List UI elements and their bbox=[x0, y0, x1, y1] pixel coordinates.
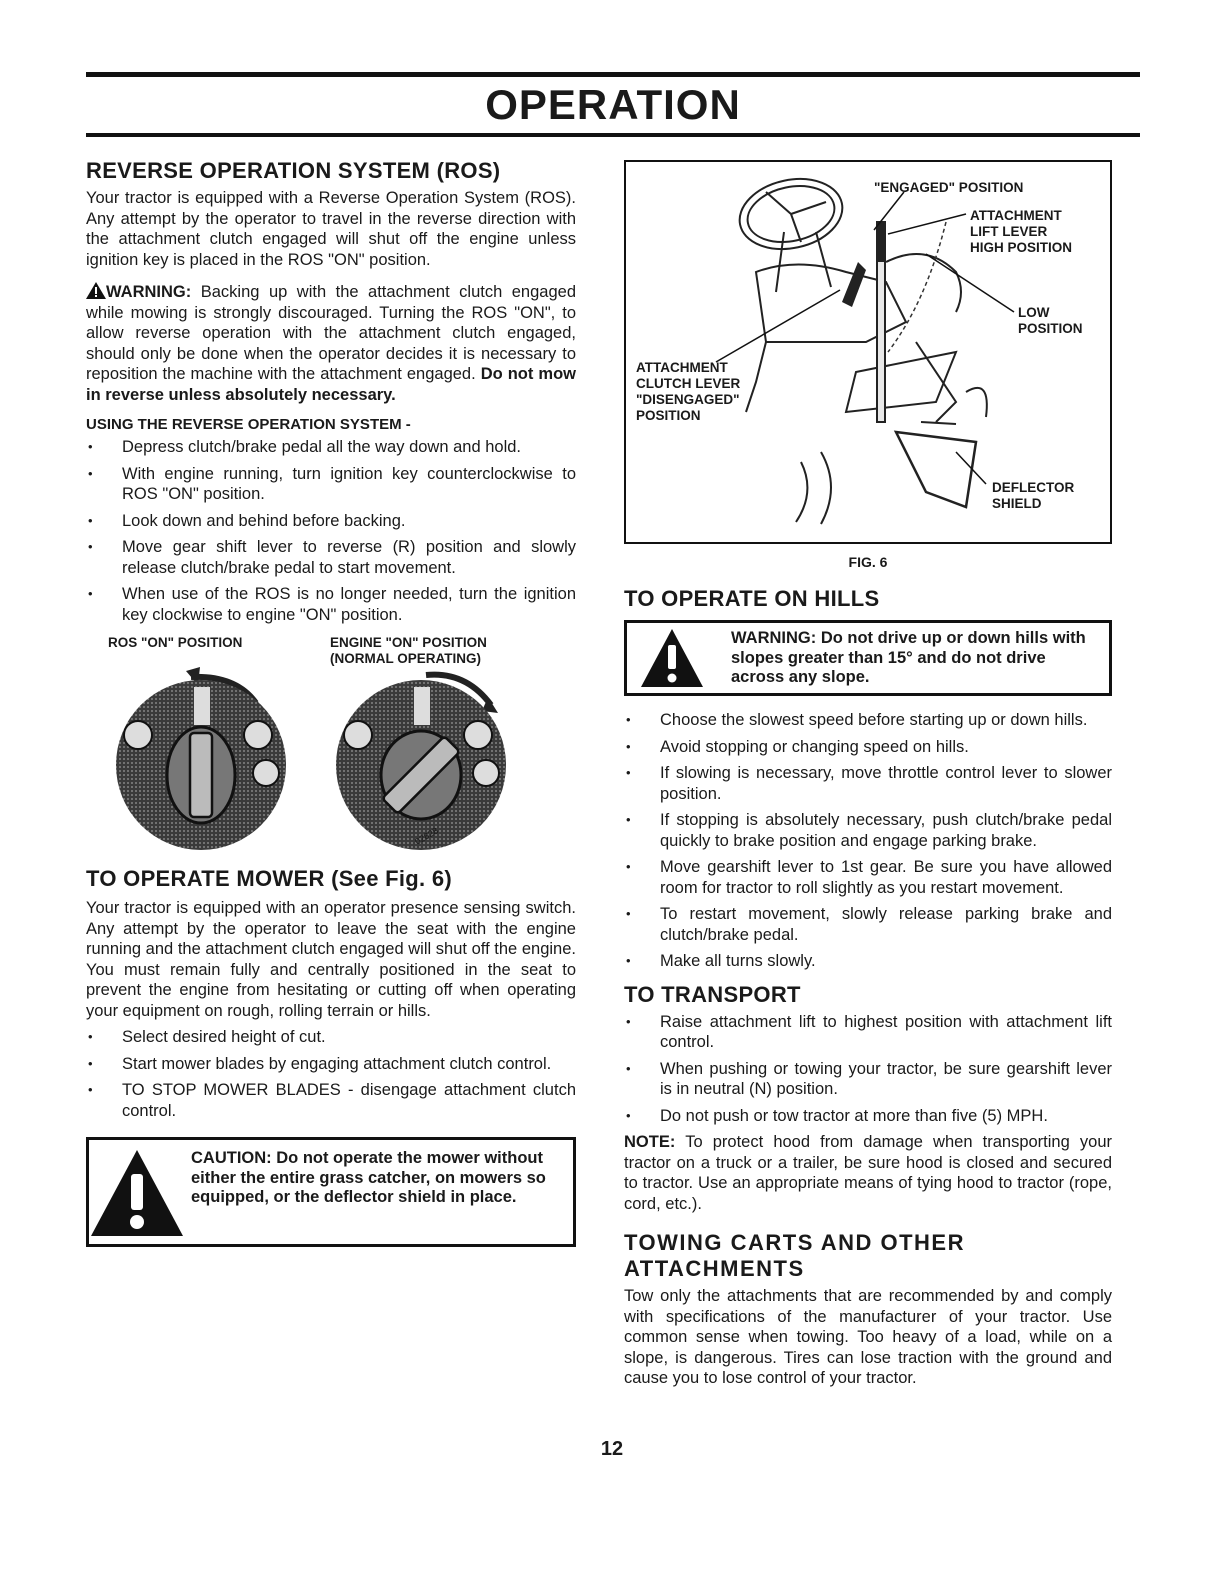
list-item: • Raise attachment lift to highest position with attachment lift control. bbox=[624, 1012, 1112, 1053]
page-title: OPERATION bbox=[485, 81, 741, 128]
towing-text: Tow only the attachments that are recommended by and comply with specifications of the manufacturer of your tractor. Use common sense when towing. Too heavy of a load, while on a slope, is dangerous. Tires can lose traction with the ground and cause you to lose control of your tractor. bbox=[624, 1287, 1112, 1387]
list-item: • If stopping is absolutely necessary, push clutch/brake pedal quickly to brake position and engage parking brake. bbox=[624, 810, 1112, 851]
label-line: DEFLECTOR bbox=[992, 480, 1075, 495]
list-item: • Depress clutch/brake pedal all the way down and hold. bbox=[86, 437, 576, 458]
mower-steps-list bbox=[86, 1027, 576, 1121]
ros-on-dial bbox=[116, 667, 286, 850]
hills-heading: TO OPERATE ON HILLS bbox=[624, 586, 880, 611]
label-line: "DISENGAGED" bbox=[636, 392, 740, 407]
dial-left-label: ROS "ON" POSITION bbox=[108, 635, 243, 650]
list-item: • Move gear shift lever to reverse (R) position and slowly release clutch/brake pedal to start movement. bbox=[86, 537, 576, 578]
label-line: LOW bbox=[1018, 305, 1050, 320]
left-column bbox=[86, 150, 576, 1247]
list-item: • To restart movement, slowly release parking brake and clutch/brake pedal. bbox=[624, 904, 1112, 945]
transport-heading: TO TRANSPORT bbox=[624, 981, 801, 1007]
label-line: CLUTCH LEVER bbox=[636, 376, 741, 391]
dial-right-label-1: ENGINE "ON" POSITION bbox=[330, 635, 487, 650]
list-item: • With engine running, turn ignition key counterclockwise to ROS "ON" position. bbox=[86, 464, 576, 505]
transport-steps-list bbox=[624, 1012, 1112, 1127]
page-number: 12 bbox=[600, 1438, 624, 1460]
hills-steps-list bbox=[624, 710, 1112, 972]
caution-text: CAUTION: Do not operate the mower without either the entire grass catcher, on mowers so equipped, or the deflector shield in place. bbox=[191, 1149, 546, 1206]
label-line: POSITION bbox=[636, 408, 701, 423]
label-line: ATTACHMENT bbox=[636, 360, 728, 375]
label-line: LIFT LEVER bbox=[970, 224, 1048, 239]
ignition-dials-illustration bbox=[86, 665, 576, 855]
list-item: • If slowing is necessary, move throttle control lever to slower position. bbox=[624, 763, 1112, 804]
mower-intro: Your tractor is equipped with an operator presence sensing switch. Any attempt by the operator to leave the seat with the engine running and the attachment clutch engaged will shut off the engine. You must remain fully and centrally positioned in the seat to prevent the engine from hesitating or cutting off when operating your equipment on rough, rolling terrain or hills. bbox=[86, 899, 576, 1020]
list-item: • When use of the ROS is no longer needed, turn the ignition key clockwise to engine "ON" position. bbox=[86, 584, 576, 625]
label-line: POSITION bbox=[1018, 321, 1083, 336]
label-line: ATTACHMENT bbox=[970, 208, 1062, 223]
hills-warning-text: WARNING: Do not drive up or down hills with slopes greater than 15° and do not drive across any slope. bbox=[731, 629, 1086, 686]
right-column bbox=[624, 150, 1112, 1389]
ros-steps-list bbox=[86, 437, 576, 625]
label-line: SHIELD bbox=[992, 496, 1042, 511]
list-item: • Make all turns slowly. bbox=[624, 951, 1112, 972]
ros-warning-label: WARNING: bbox=[106, 283, 192, 301]
note-text: To protect hood from damage when transporting your tractor on a truck or a trailer, be sure hood is closed and secured to tractor. Use an appropriate means of tying hood to tractor (rope, cord, etc.). bbox=[624, 1133, 1112, 1213]
figure-6 bbox=[624, 160, 1112, 544]
list-item: • Choose the slowest speed before starting up or down hills. bbox=[624, 710, 1112, 731]
dial-code: 02828 bbox=[413, 825, 440, 847]
header-rule-bottom bbox=[86, 133, 1140, 137]
label-deflector-shield bbox=[992, 480, 1074, 512]
header-rule-top bbox=[86, 72, 1140, 77]
using-ros-heading: USING THE REVERSE OPERATION SYSTEM - bbox=[86, 416, 411, 433]
dial-right-label-2: (NORMAL OPERATING) bbox=[330, 651, 481, 666]
mower-heading: TO OPERATE MOWER (See Fig. 6) bbox=[86, 866, 453, 891]
list-item: • Move gearshift lever to 1st gear. Be sure you have allowed room for tractor to roll slightly as you restart movement. bbox=[624, 857, 1112, 898]
towing-heading: TOWING CARTS AND OTHER ATTACHMENTS bbox=[624, 1230, 965, 1281]
ros-warning-bold: Do not mow in reverse unless absolutely necessary. bbox=[86, 365, 576, 404]
label-clutch-lever bbox=[636, 360, 740, 424]
list-item: • Do not push or tow tractor at more than five (5) MPH. bbox=[624, 1106, 1112, 1127]
hills-warning-box bbox=[624, 620, 1112, 696]
list-item: • Select desired height of cut. bbox=[86, 1027, 576, 1048]
warning-icon bbox=[641, 629, 703, 687]
label-low-position bbox=[1018, 305, 1083, 337]
caution-icon bbox=[91, 1150, 183, 1236]
ros-warning bbox=[86, 282, 576, 405]
label-lift-lever bbox=[970, 208, 1072, 256]
engine-on-dial bbox=[336, 675, 506, 850]
list-item: • When pushing or towing your tractor, be sure gearshift lever is in neutral (N) position. bbox=[624, 1059, 1112, 1100]
list-item: • Start mower blades by engaging attachment clutch control. bbox=[86, 1054, 576, 1075]
ros-intro: Your tractor is equipped with a Reverse Operation System (ROS). Any attempt by the operator to travel in the reverse direction with the attachment clutch engaged will shut off the engine unless ignition key is placed in the ROS "ON" position. bbox=[86, 189, 576, 269]
list-item: • Avoid stopping or changing speed on hills. bbox=[624, 737, 1112, 758]
warning-icon bbox=[86, 282, 106, 299]
label-engaged: "ENGAGED" POSITION bbox=[874, 180, 1024, 195]
figure-caption: FIG. 6 bbox=[848, 554, 888, 570]
label-line: HIGH POSITION bbox=[970, 240, 1073, 255]
transport-note bbox=[624, 1132, 1112, 1214]
caution-box bbox=[86, 1137, 576, 1247]
note-label: NOTE: bbox=[624, 1133, 676, 1151]
ros-heading: REVERSE OPERATION SYSTEM (ROS) bbox=[86, 158, 501, 183]
ros-warning-text: Backing up with the attachment clutch engaged while mowing is strongly discouraged. Turning the ROS "ON", to allow reverse operation with the attachment clutch engaged, should only be done when the operator decides it is necessary to reposition the machine with the attachment engaged. bbox=[86, 283, 576, 383]
list-item: • TO STOP MOWER BLADES - disengage attachment clutch control. bbox=[86, 1080, 576, 1121]
list-item: • Look down and behind before backing. bbox=[86, 511, 576, 532]
ignition-dials-figure bbox=[86, 635, 576, 860]
